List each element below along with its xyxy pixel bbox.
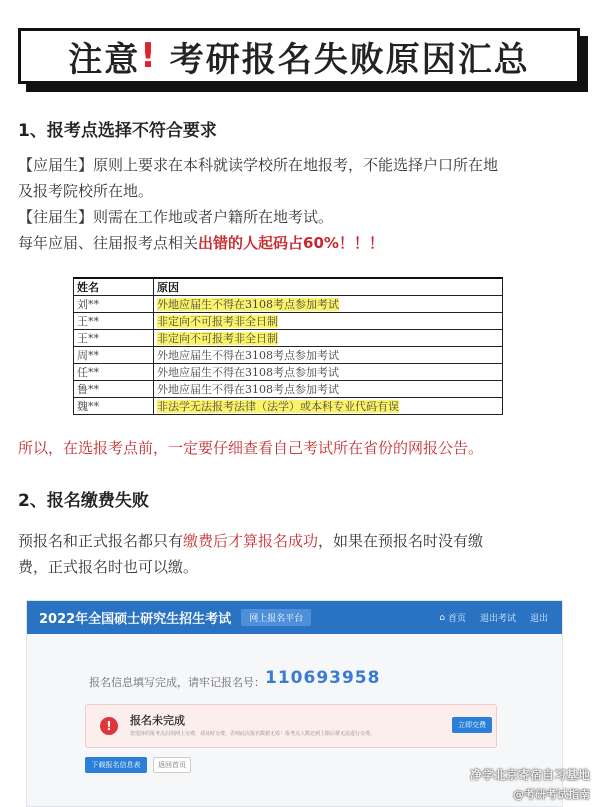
table-cell-reason (154, 313, 503, 330)
section1-line2: 及报考院校所在地。 (18, 182, 154, 200)
incomplete-alert (85, 704, 497, 748)
watermark-line1: 净学北京寄宿自习基地 (469, 768, 590, 782)
table-header-reason: 原因 (154, 278, 503, 296)
table-cell-name: 鲁** (74, 381, 154, 398)
section2-heading: 2、报名缴费失败 (18, 491, 149, 511)
section1-line4-plain: 每年应届、往届报考点相关 (18, 234, 199, 252)
table-header-name: 姓名 (74, 278, 154, 296)
info-label: 报名信息填写完成，请牢记报名号： (89, 676, 265, 689)
table-header-row (74, 278, 503, 296)
nav-home[interactable]: ⌂ 首页 (439, 612, 466, 624)
title-prefix: 注意 (68, 39, 141, 80)
portal-title: 2022年全国硕士研究生招生考试 (39, 612, 232, 627)
table-cell-reason (154, 381, 503, 398)
table-cell-reason (154, 347, 503, 364)
table-row (74, 381, 503, 398)
page-title (18, 28, 580, 84)
reason-text: 外地应届生不得在3108考点参加考试 (157, 298, 339, 311)
title-banner (0, 0, 600, 96)
error-icon: ! (100, 717, 118, 735)
table-cell-reason (154, 296, 503, 313)
reason-text: 非定向不可报考非全日制 (157, 332, 278, 345)
table-cell-reason (154, 398, 503, 415)
registration-number: 110693958 (265, 668, 381, 688)
reason-text: 外地应届生不得在3108考点参加考试 (157, 383, 339, 396)
table-row (74, 313, 503, 330)
nav-exit-exam[interactable]: 退出考试 (479, 614, 516, 624)
section2-body (18, 528, 584, 580)
section1-line1: 【应届生】原则上要求在本科就读学校所在地报考，不能选择户口所在地 (18, 156, 499, 174)
reason-text: 非定向不可报考非全日制 (157, 315, 278, 328)
section2-line1-b: ，如果在预报名时没有缴 (318, 532, 484, 550)
nav-exit[interactable]: 退出 (529, 614, 548, 624)
reason-text: 非法学无法报考法律（法学）或本科专业代码有误 (157, 400, 399, 413)
table-row (74, 398, 503, 415)
table-cell-reason (154, 364, 503, 381)
section1-conclusion: 所以，在选报考点前，一定要仔细查看自己考试所在省份的网报公告。 (18, 439, 484, 457)
table-cell-name: 王** (74, 330, 154, 347)
section1-heading: 1、报考点选择不符合要求 (18, 121, 217, 141)
pay-now-button[interactable]: 立即交费 (452, 717, 492, 733)
section2-line1 (18, 528, 584, 554)
title-suffix: 考研报名失败原因汇总 (169, 39, 530, 80)
section2-line1-a: 预报名和正式报名都只有 (18, 532, 184, 550)
alert-description: 您选择的报考点启用网上交费，请及时交费，否则此次报名数据无效！报考点人数达到上限后将无法进行交费。 (130, 731, 376, 737)
back-home-button[interactable]: 返回首页 (153, 757, 191, 773)
watermark-line2: @考研考试指南 (513, 788, 590, 801)
table-cell-name: 魏** (74, 398, 154, 415)
table-cell-name: 刘** (74, 296, 154, 313)
table-cell-name: 周** (74, 347, 154, 364)
table-cell-reason (154, 330, 503, 347)
section1-body (18, 152, 584, 256)
section1-line4-red: 出错的人起码占60%！！！ (198, 234, 384, 252)
section1-line4 (18, 230, 584, 256)
table-row (74, 330, 503, 347)
section2-line1-red: 缴费后才算报名成功 (183, 532, 319, 550)
alert-title: 报名未完成 (130, 714, 185, 727)
portal-nav (439, 611, 562, 624)
reason-text: 外地应届生不得在3108考点参加考试 (157, 349, 339, 362)
home-icon: ⌂ (439, 612, 445, 623)
table-row (74, 347, 503, 364)
table-cell-name: 王** (74, 313, 154, 330)
reason-text: 外地应届生不得在3108考点参加考试 (157, 366, 339, 379)
portal-header (27, 601, 562, 634)
portal-tab[interactable]: 网上报名平台 (241, 609, 311, 626)
title-exclaim: ! (140, 36, 158, 76)
table-row (74, 296, 503, 313)
failure-table (73, 277, 503, 415)
table-cell-name: 任** (74, 364, 154, 381)
section1-line3: 【往届生】则需在工作地或者户籍所在地考试。 (18, 208, 334, 226)
table-row (74, 364, 503, 381)
section2-line2: 费，正式报名时也可以缴。 (18, 558, 199, 576)
download-form-button[interactable]: 下载报名信息表 (85, 757, 147, 773)
